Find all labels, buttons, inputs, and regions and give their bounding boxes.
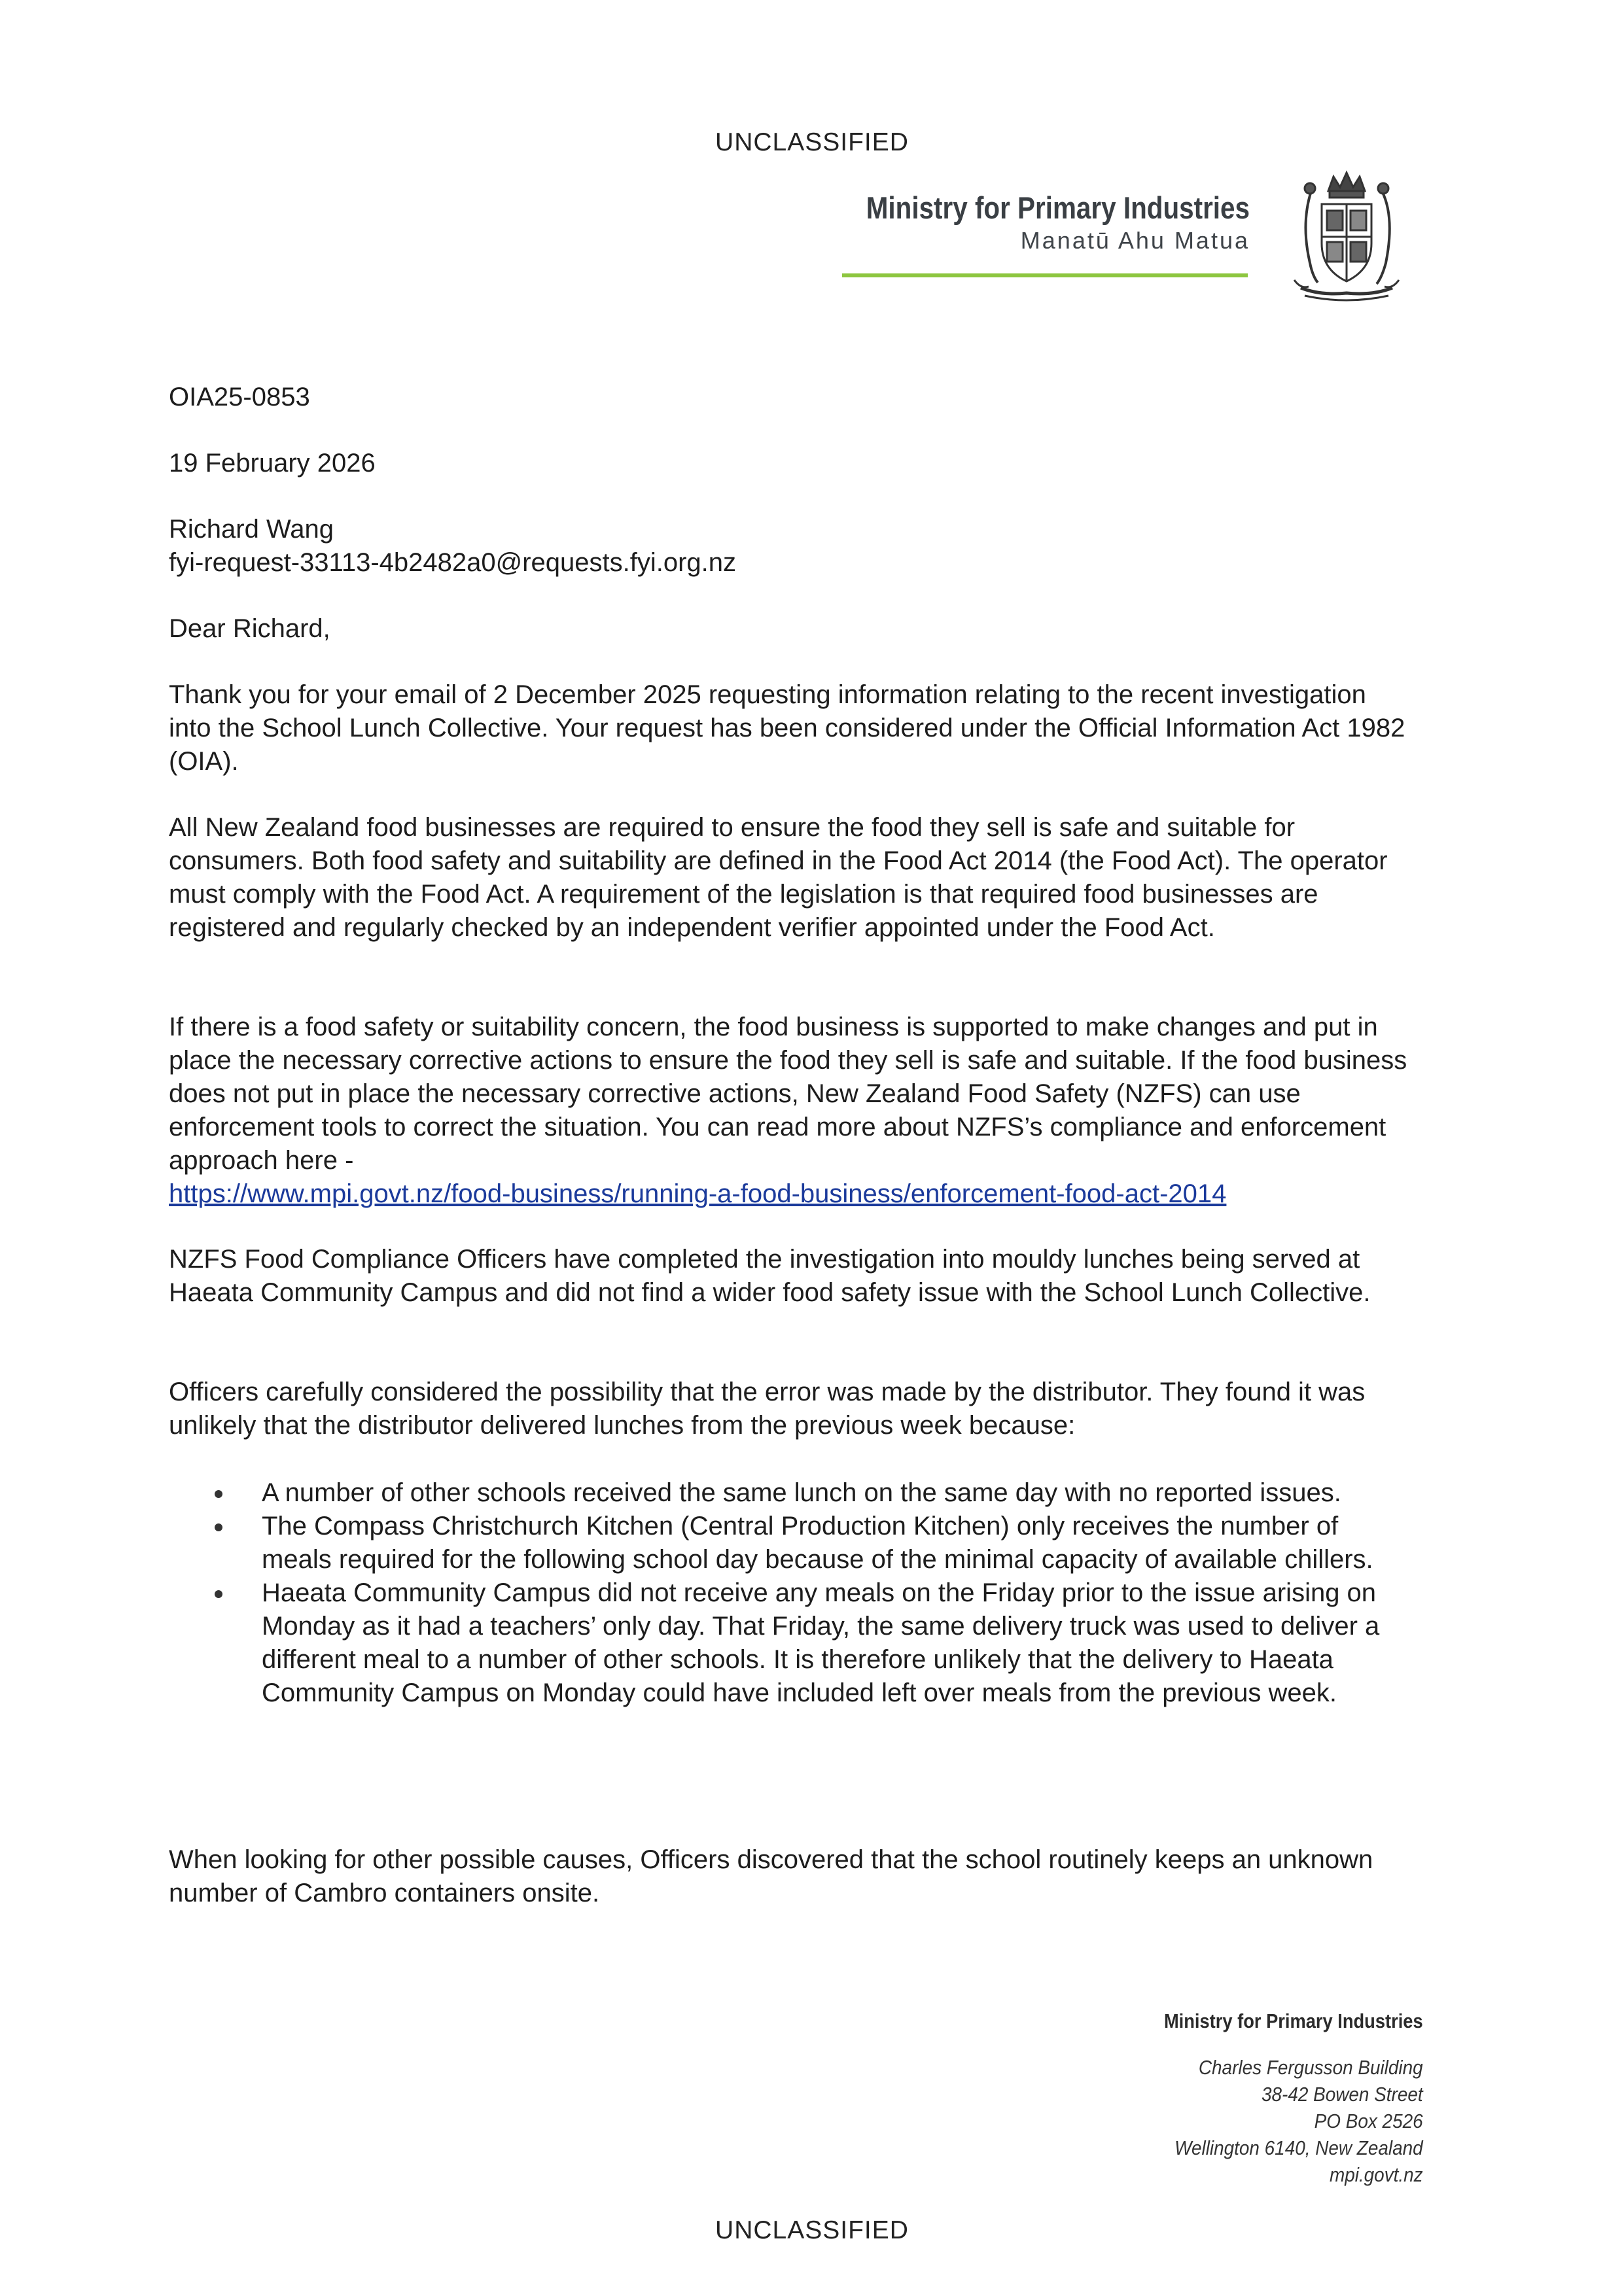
address-line: PO Box 2526 bbox=[1315, 2110, 1423, 2132]
enforcement-link[interactable]: https://www.mpi.govt.nz/food-business/running-a-food-business/enforcement-food-act-2014 bbox=[169, 1179, 1227, 1208]
list-item: A number of other schools received the same lunch on the same day with no reported issues. bbox=[169, 1476, 1412, 1510]
classification-bottom: UNCLASSIFIED bbox=[715, 2216, 909, 2244]
letter-date: 19 February 2026 bbox=[169, 449, 376, 478]
bullet-icon bbox=[215, 1523, 222, 1531]
reasons-list bbox=[169, 1476, 1412, 1710]
classification-top: UNCLASSIFIED bbox=[715, 128, 909, 156]
footer-address-block bbox=[1129, 2009, 1423, 2188]
org-name-maori: Manatū Ahu Matua bbox=[1020, 227, 1250, 254]
paragraph-1: Thank you for your email of 2 December 2025 requesting information relating to the recent investigation into the School Lunch Collective. Your request has been considered under the Official Information Act 1982 (OIA). bbox=[169, 680, 1405, 776]
bullet-icon bbox=[215, 1490, 222, 1498]
address-line: Wellington 6140, New Zealand bbox=[1174, 2136, 1423, 2159]
reference-number: OIA25-0853 bbox=[169, 383, 310, 411]
list-item: Haeata Community Campus did not receive any meals on the Friday prior to the issue arising on Monday as it had a teachers’ only day. That Friday, the same delivery truck was used to deliver a different meal to a number of other schools. It is therefore unlikely that the delivery to Haeata Community Campus on Monday could have included left over meals from the previous week. bbox=[169, 1576, 1412, 1710]
address-line: Charles Fergusson Building bbox=[1199, 2056, 1423, 2079]
coat-of-arms-icon bbox=[1275, 165, 1419, 309]
salutation: Dear Richard, bbox=[169, 614, 330, 643]
list-item: The Compass Christchurch Kitchen (Central Production Kitchen) only receives the number of meals required for the following school day because of the minimal capacity of available chillers. bbox=[169, 1510, 1412, 1576]
footer-org-name: Ministry for Primary Industries bbox=[1164, 2009, 1423, 2032]
bullet-icon bbox=[215, 1590, 222, 1598]
mpi-logotype bbox=[772, 190, 1250, 254]
paragraph-4: NZFS Food Compliance Officers have completed the investigation into mouldy lunches being served at Haeata Community Campus and did not find a wider food safety issue with the School Lunch Collective. bbox=[169, 1245, 1371, 1307]
recipient-name: Richard Wang bbox=[169, 515, 334, 544]
paragraph-2: All New Zealand food businesses are required to ensure the food they sell is safe and suitable for consumers. Both food safety and suitability are defined in the Food Act 2014 (the Food Act). The operator must comply with the Food Act. A requirement of the legislation is that required food businesses are registered and regularly checked by an independent verifier appointed under the Food Act. bbox=[169, 813, 1388, 942]
website-link[interactable]: mpi.govt.nz bbox=[1330, 2163, 1423, 2186]
org-name: Ministry for Primary Industries bbox=[866, 190, 1250, 225]
brand-underline bbox=[842, 273, 1248, 277]
paragraph-6: When looking for other possible causes, Officers discovered that the school routinely keeps an unknown number of Cambro containers onsite. bbox=[169, 1845, 1373, 1907]
address-line: 38-42 Bowen Street bbox=[1262, 2083, 1423, 2106]
paragraph-3: If there is a food safety or suitability concern, the food business is supported to make changes and put in place the necessary corrective actions to ensure the food they sell is safe and suitable. If the food business does not put in place the necessary corrective actions, New Zealand Food Safety (NZFS) can use enforcement tools to correct the situation. You can read more about NZFS’s compliance and enforcement approach here - bbox=[169, 1013, 1407, 1175]
paragraph-5: Officers carefully considered the possibility that the error was made by the distributor. They found it was unlikely that the distributor delivered lunches from the previous week because: bbox=[169, 1378, 1366, 1440]
recipient-email: fyi-request-33113-4b2482a0@requests.fyi.org.nz bbox=[169, 548, 737, 577]
